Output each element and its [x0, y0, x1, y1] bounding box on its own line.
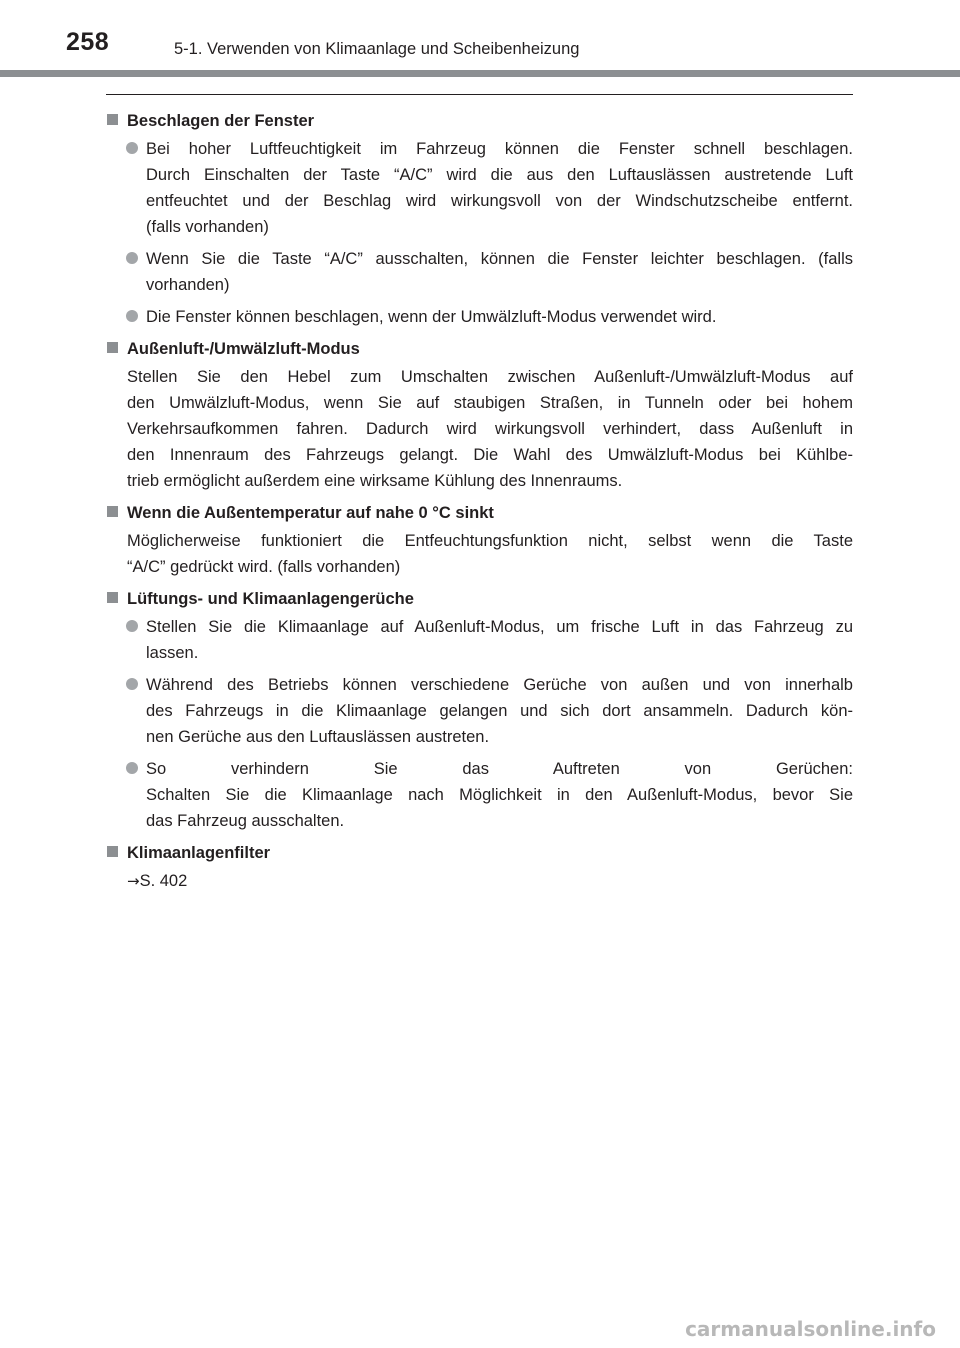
bullet-item	[106, 614, 853, 666]
header-bar	[0, 70, 960, 77]
paragraph	[106, 364, 853, 494]
section-heading-text: Lüftungs- und Klimaanlagengerüche	[127, 590, 414, 608]
circle-bullet-icon	[126, 620, 138, 632]
watermark: carmanualsonline.info	[685, 1317, 936, 1341]
text-line: Während des Betriebs können verschiedene Gerüche von außen und von innerhalb	[146, 676, 853, 694]
section-heading	[106, 108, 853, 134]
page-reference[interactable]	[106, 868, 853, 894]
square-bullet-icon	[107, 342, 118, 353]
section-heading-text: Wenn die Außentemperatur auf nahe 0 °C sinkt	[127, 504, 494, 522]
section	[106, 500, 853, 580]
arrow-right-icon: →	[127, 872, 140, 890]
text-line: Wenn Sie die Taste “A/C” ausschalten, können die Fenster leichter beschlagen. (falls	[146, 250, 853, 268]
section-heading	[106, 586, 853, 612]
text-line: Bei hoher Luftfeuchtigkeit im Fahrzeug können die Fenster schnell beschlagen.	[146, 140, 853, 158]
circle-bullet-icon	[126, 142, 138, 154]
text-line: den Innenraum des Fahrzeugs gelangt. Die Wahl des Umwälzluft-Modus bei Kühlbe-	[127, 446, 853, 464]
section	[106, 336, 853, 494]
text-line: nen Gerüche aus den Luftauslässen austreten.	[146, 728, 490, 746]
section-heading	[106, 840, 853, 866]
chapter-title: 5-1. Verwenden von Klimaanlage und Scheibenheizung	[174, 40, 580, 58]
content-body	[106, 108, 853, 900]
section-heading	[106, 336, 853, 362]
bullet-item	[106, 304, 853, 330]
bullet-item	[106, 136, 853, 240]
paragraph	[106, 528, 853, 580]
text-line: Stellen Sie den Hebel zum Umschalten zwischen Außenluft-/Umwälzluft-Modus auf	[127, 368, 853, 386]
text-line: “A/C” gedrückt wird. (falls vorhanden)	[127, 558, 401, 576]
section-heading-text: Beschlagen der Fenster	[127, 112, 315, 130]
page-header	[0, 0, 960, 78]
circle-bullet-icon	[126, 762, 138, 774]
section-heading-text: Außenluft-/Umwälzluft-Modus	[127, 340, 360, 358]
section-heading	[106, 500, 853, 526]
text-line: So verhindern Sie das Auftreten von Gerüchen:	[146, 760, 853, 778]
text-line: Die Fenster können beschlagen, wenn der Umwälzluft-Modus verwendet wird.	[146, 308, 717, 326]
text-line: Schalten Sie die Klimaanlage nach Möglichkeit in den Außenluft-Modus, bevor Sie	[146, 786, 853, 804]
text-line: (falls vorhanden)	[146, 218, 269, 236]
text-line: des Fahrzeugs in die Klimaanlage gelangen und sich dort ansammeln. Dadurch kön-	[146, 702, 853, 720]
text-line: das Fahrzeug ausschalten.	[146, 812, 345, 830]
section	[106, 840, 853, 894]
text-line: Durch Einschalten der Taste “A/C” wird die aus den Luftauslässen austretende Luft	[146, 166, 853, 184]
page-number: 258	[66, 28, 110, 56]
square-bullet-icon	[107, 592, 118, 603]
text-line: vorhanden)	[146, 276, 230, 294]
bullet-item	[106, 672, 853, 750]
bullet-item	[106, 246, 853, 298]
square-bullet-icon	[107, 846, 118, 857]
bullet-item	[106, 756, 853, 834]
page-reference-text: S. 402	[139, 872, 188, 890]
square-bullet-icon	[107, 114, 118, 125]
section	[106, 108, 853, 330]
text-line: entfeuchtet und der Beschlag wird wirkungsvoll von der Windschutzscheibe entfernt.	[146, 192, 853, 210]
circle-bullet-icon	[126, 678, 138, 690]
section-heading-text: Klimaanlagenfilter	[127, 844, 271, 862]
text-line: den Umwälzluft-Modus, wenn Sie auf staubigen Straßen, in Tunneln oder bei hohem	[127, 394, 853, 412]
text-line: Stellen Sie die Klimaanlage auf Außenluft-Modus, um frische Luft in das Fahrzeug zu	[146, 618, 853, 636]
text-line: Möglicherweise funktioniert die Entfeuchtungsfunktion nicht, selbst wenn die Taste	[127, 532, 853, 550]
circle-bullet-icon	[126, 252, 138, 264]
divider-rule	[106, 94, 853, 95]
text-line: lassen.	[146, 644, 199, 662]
circle-bullet-icon	[126, 310, 138, 322]
text-line: trieb ermöglicht außerdem eine wirksame Kühlung des Innenraums.	[127, 472, 623, 490]
square-bullet-icon	[107, 506, 118, 517]
section	[106, 586, 853, 834]
text-line: Verkehrsaufkommen fahren. Dadurch wird wirkungsvoll verhindert, dass Außenluft in	[127, 420, 853, 438]
